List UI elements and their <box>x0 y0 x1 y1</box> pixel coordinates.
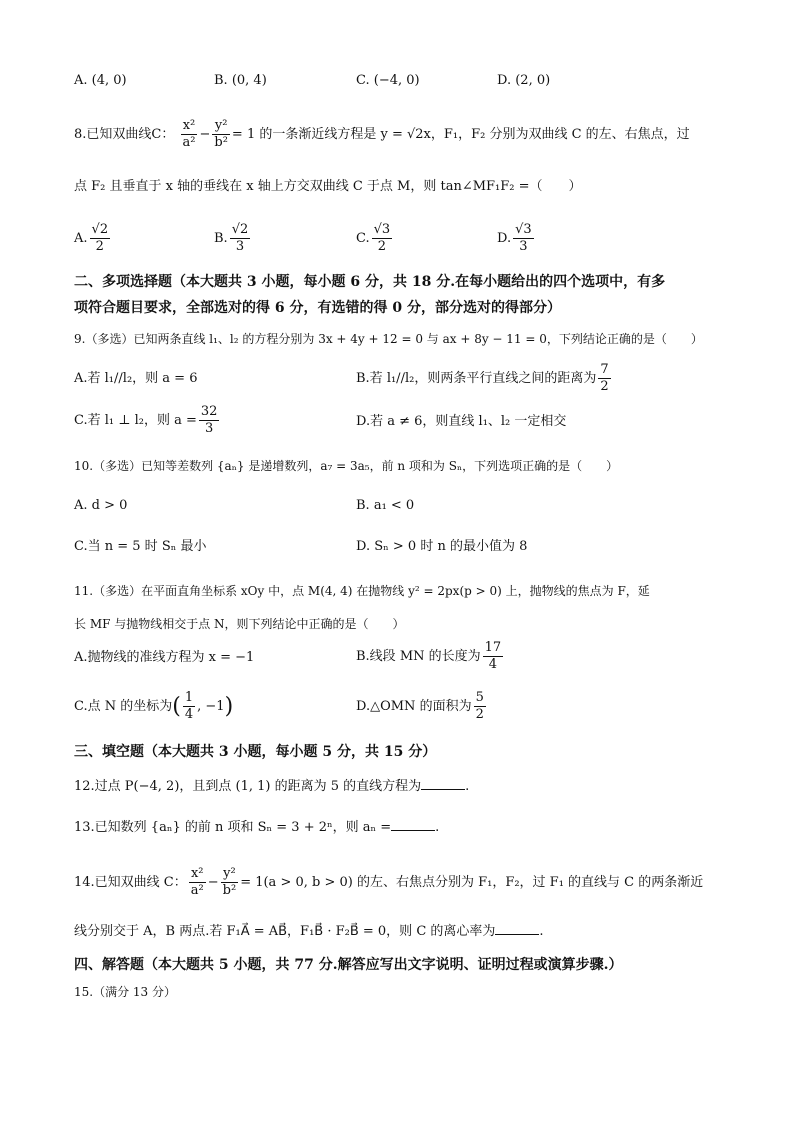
q14-answer-blank[interactable] <box>495 934 539 935</box>
q9-option-b: B.若 l₁//l₂，则两条平行直线之间的距离为 $\frac{7}{2}$ <box>356 362 609 394</box>
q8-option-b: B. $\frac{√2}{3}$ <box>214 222 249 254</box>
q8-option-a: A. $\frac{√2}{2}$ <box>74 222 109 254</box>
q11-stem-line1: 11.（多选）在平面直角坐标系 xOy 中，点 M(4, 4) 在抛物线 y² = 2px(p > 0) 上，抛物线的焦点为 F，延 <box>74 584 650 598</box>
q10-option-b: B. a₁ < 0 <box>356 498 415 513</box>
q8-stem-line1: 8.已知双曲线C： $\frac{\text{x²}}{\text{a²}}$ − $\frac{\text{y²}}{\text{b²}}$ = 1 的一条渐近线方程是 y = √2x，F₁，F₂ 分别为双曲线 C 的左、右焦点，过 <box>74 118 690 150</box>
q7-option-c: C. (−4, 0) <box>356 73 420 88</box>
q7-option-d: D. (2, 0) <box>497 73 551 88</box>
section2-heading-line1: 二、多项选择题（本大题共 3 小题，每小题 6 分，共 18 分.在每小题给出的四个选项中，有多 <box>74 274 666 290</box>
q15-header: 15.（满分 13 分） <box>74 985 176 999</box>
q9-stem: 9.（多选）已知两条直线 l₁、l₂ 的方程分别为 3x + 4y + 12 = 0 与 ax + 8y − 11 = 0，下列结论正确的是（ ） <box>74 332 703 346</box>
q8-option-d: D. $\frac{√3}{3}$ <box>497 222 532 254</box>
q8-fraction-y: $\frac{\text{y²}}{\text{b²}}$ <box>214 118 228 150</box>
q7-option-b: B. (0, 4) <box>214 73 267 88</box>
section4-heading: 四、解答题（本大题共 5 小题，共 77 分.解答应写出文字说明、证明过程或演算步骤.） <box>74 957 623 973</box>
q14-fraction-x: $\frac{\text{x²}}{\text{a²}}$ <box>190 866 204 898</box>
q13-answer-blank[interactable] <box>391 830 435 831</box>
q10-option-c: C.当 n = 5 时 Sₙ 最小 <box>74 539 207 554</box>
q14-stem-line1: 14.已知双曲线 C： $\frac{\text{x²}}{\text{a²}}$ − $\frac{\text{y²}}{\text{b²}}$ = 1(a > 0, b > 0) 的左、右焦点分别为 F₁，F₂，过 F₁ 的直线与 C 的两条渐近 <box>74 866 704 898</box>
q10-option-a: A. d > 0 <box>74 498 128 513</box>
q9-option-d: D.若 a ≠ 6，则直线 l₁、l₂ 一定相交 <box>356 414 567 429</box>
q8-stem-line2: 点 F₂ 且垂直于 x 轴的垂线在 x 轴上方交双曲线 C 于点 M，则 tan∠MF₁F₂ =（ ） <box>74 179 582 194</box>
q12: 12.过点 P(−4, 2)，且到点 (1, 1) 的距离为 5 的直线方程为 . <box>74 779 470 794</box>
q12-answer-blank[interactable] <box>421 789 465 790</box>
q8-option-c: C. $\frac{√3}{2}$ <box>356 222 391 254</box>
q7-option-a: A. (4, 0) <box>74 73 127 88</box>
q11-option-a: A.抛物线的准线方程为 x = −1 <box>74 650 255 665</box>
q11-option-d: D.△OMN 的面积为 $\frac{5}{2}$ <box>356 690 484 722</box>
section2-heading-line2: 项符合题目要求，全部选对的得 6 分，有选错的得 0 分，部分选对的得部分） <box>74 300 561 316</box>
q11-stem-line2: 长 MF 与抛物线相交于点 N，则下列结论中正确的是（ ） <box>74 617 405 631</box>
q10-stem: 10.（多选）已知等差数列 {aₙ} 是递增数列，a₇ = 3a₅，前 n 项和为 Sₙ，下列选项正确的是（ ） <box>74 459 619 473</box>
q14-stem-line2: 线分别交于 A，B 两点.若 F₁A⃗ = AB⃗，F₁B⃗ · F₂B⃗ = 0，则 C 的离心率为 . <box>74 924 544 939</box>
q13: 13.已知数列 {aₙ} 的前 n 项和 Sₙ = 3 + 2ⁿ，则 aₙ = . <box>74 820 440 835</box>
q9-option-a: A.若 l₁//l₂，则 a = 6 <box>74 371 198 386</box>
q11-option-b: B.线段 MN 的长度为 $\frac{17}{4}$ <box>356 640 502 672</box>
q14-fraction-y: $\frac{\text{y²}}{\text{b²}}$ <box>222 866 237 898</box>
q11-option-c: C.点 N 的坐标为( $\frac{1}{4}$ , −1) <box>74 690 234 722</box>
section3-heading: 三、填空题（本大题共 3 小题，每小题 5 分，共 15 分） <box>74 744 437 760</box>
q9-option-c: C.若 l₁ ⊥ l₂，则 a = $\frac{32}{3}$ <box>74 404 218 436</box>
q10-option-d: D. Sₙ > 0 时 n 的最小值为 8 <box>356 539 528 554</box>
q8-fraction-x: $\frac{\text{x²}}{\text{a²}}$ <box>182 118 196 150</box>
